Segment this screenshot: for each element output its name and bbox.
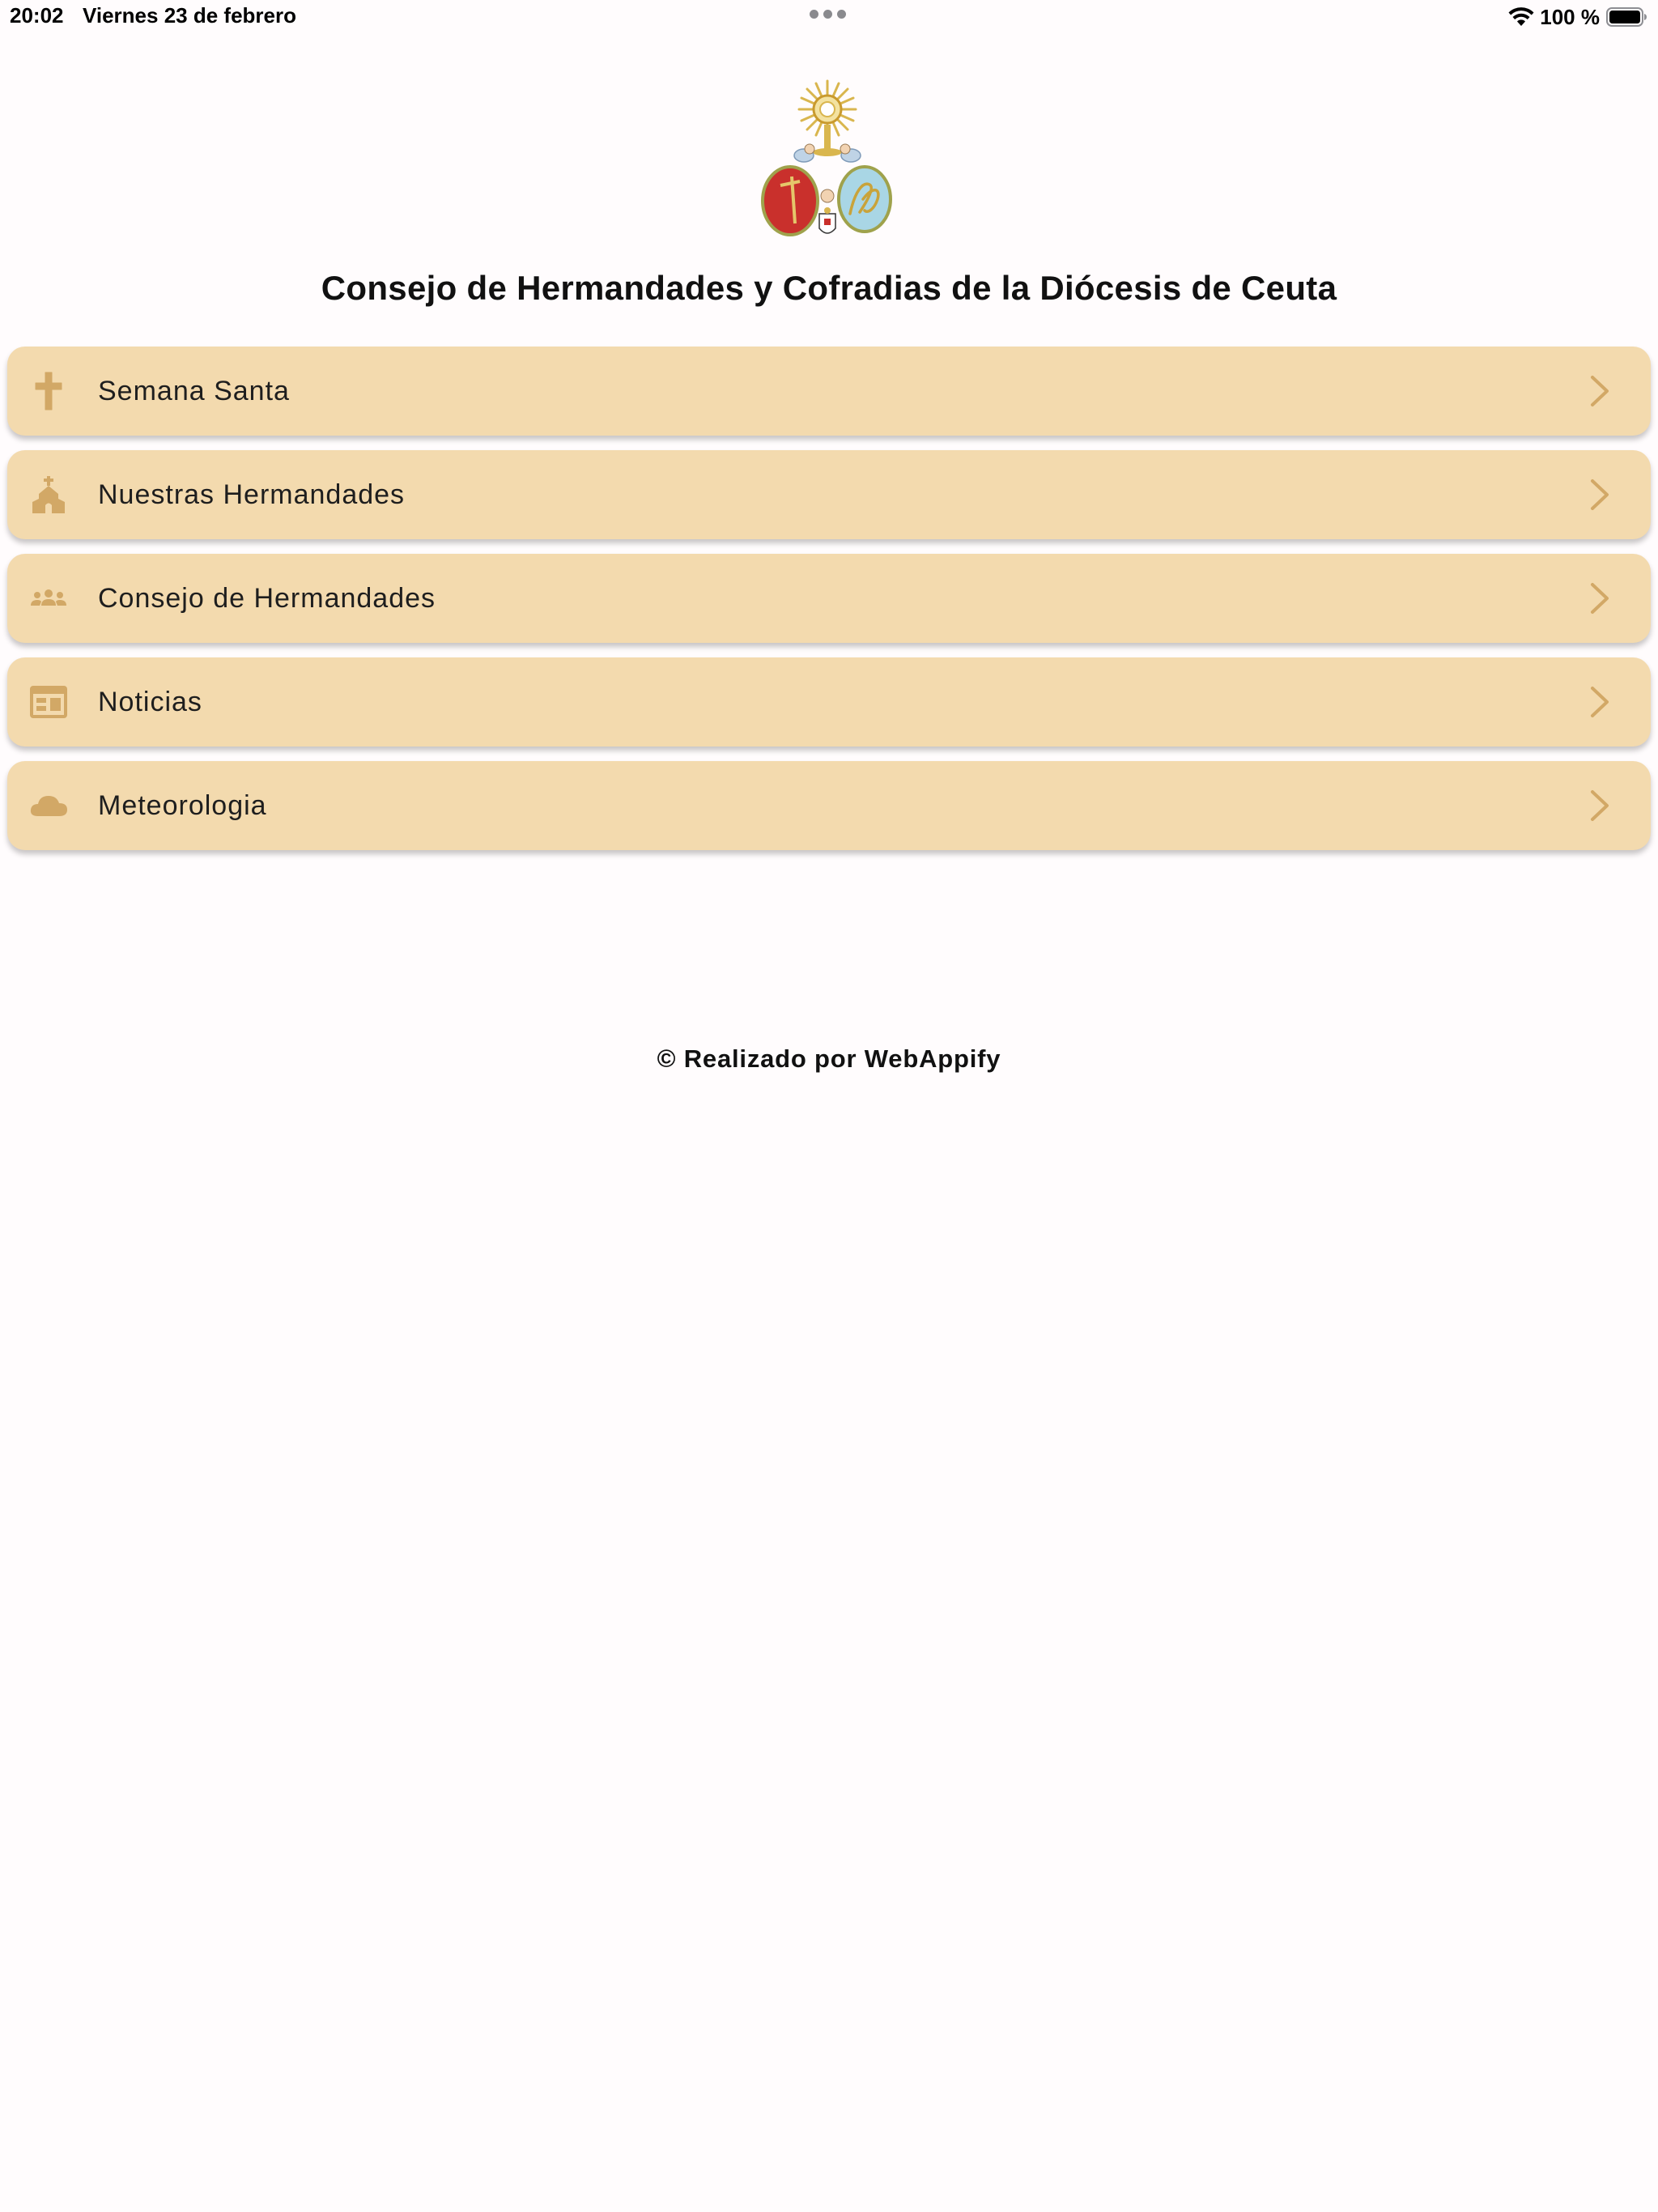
chevron-right-icon bbox=[1589, 789, 1610, 823]
menu-item-label: Nuestras Hermandades bbox=[98, 479, 406, 510]
menu-item-noticias[interactable] bbox=[7, 657, 1651, 747]
multitask-dots-icon[interactable] bbox=[810, 10, 848, 21]
menu-item-semana-santa[interactable] bbox=[7, 347, 1651, 436]
status-bar bbox=[0, 0, 1658, 36]
chevron-right-icon bbox=[1589, 581, 1610, 615]
menu-item-label: Meteorologia bbox=[98, 790, 267, 821]
status-date: Viernes 23 de febrero bbox=[83, 3, 296, 28]
wifi-icon bbox=[1507, 6, 1535, 28]
church-icon bbox=[28, 474, 69, 515]
status-indicators bbox=[1507, 3, 1647, 31]
menu-item-label: Consejo de Hermandades bbox=[98, 583, 436, 614]
cross-icon bbox=[28, 371, 69, 411]
main-menu bbox=[7, 347, 1651, 865]
footer-credit: © Realizado por WebAppify bbox=[657, 1044, 1001, 1073]
status-time: 20:02 bbox=[10, 3, 64, 28]
battery-percentage: 100 % bbox=[1540, 4, 1600, 29]
chevron-right-icon bbox=[1589, 685, 1610, 719]
group-icon bbox=[28, 578, 69, 619]
coat-of-arms-logo bbox=[759, 78, 895, 248]
newspaper-icon bbox=[28, 682, 69, 722]
menu-item-nuestras-hermandades[interactable] bbox=[7, 450, 1651, 539]
menu-item-consejo-de-hermandades[interactable] bbox=[7, 554, 1651, 643]
menu-item-label: Noticias bbox=[98, 687, 202, 717]
menu-item-meteorologia[interactable] bbox=[7, 761, 1651, 850]
cloud-icon bbox=[28, 785, 69, 826]
battery-icon bbox=[1606, 7, 1647, 27]
chevron-right-icon bbox=[1589, 478, 1610, 512]
page-title: Consejo de Hermandades y Cofradias de la Diócesis de Ceuta bbox=[321, 269, 1337, 307]
chevron-right-icon bbox=[1589, 374, 1610, 408]
menu-item-label: Semana Santa bbox=[98, 376, 290, 406]
